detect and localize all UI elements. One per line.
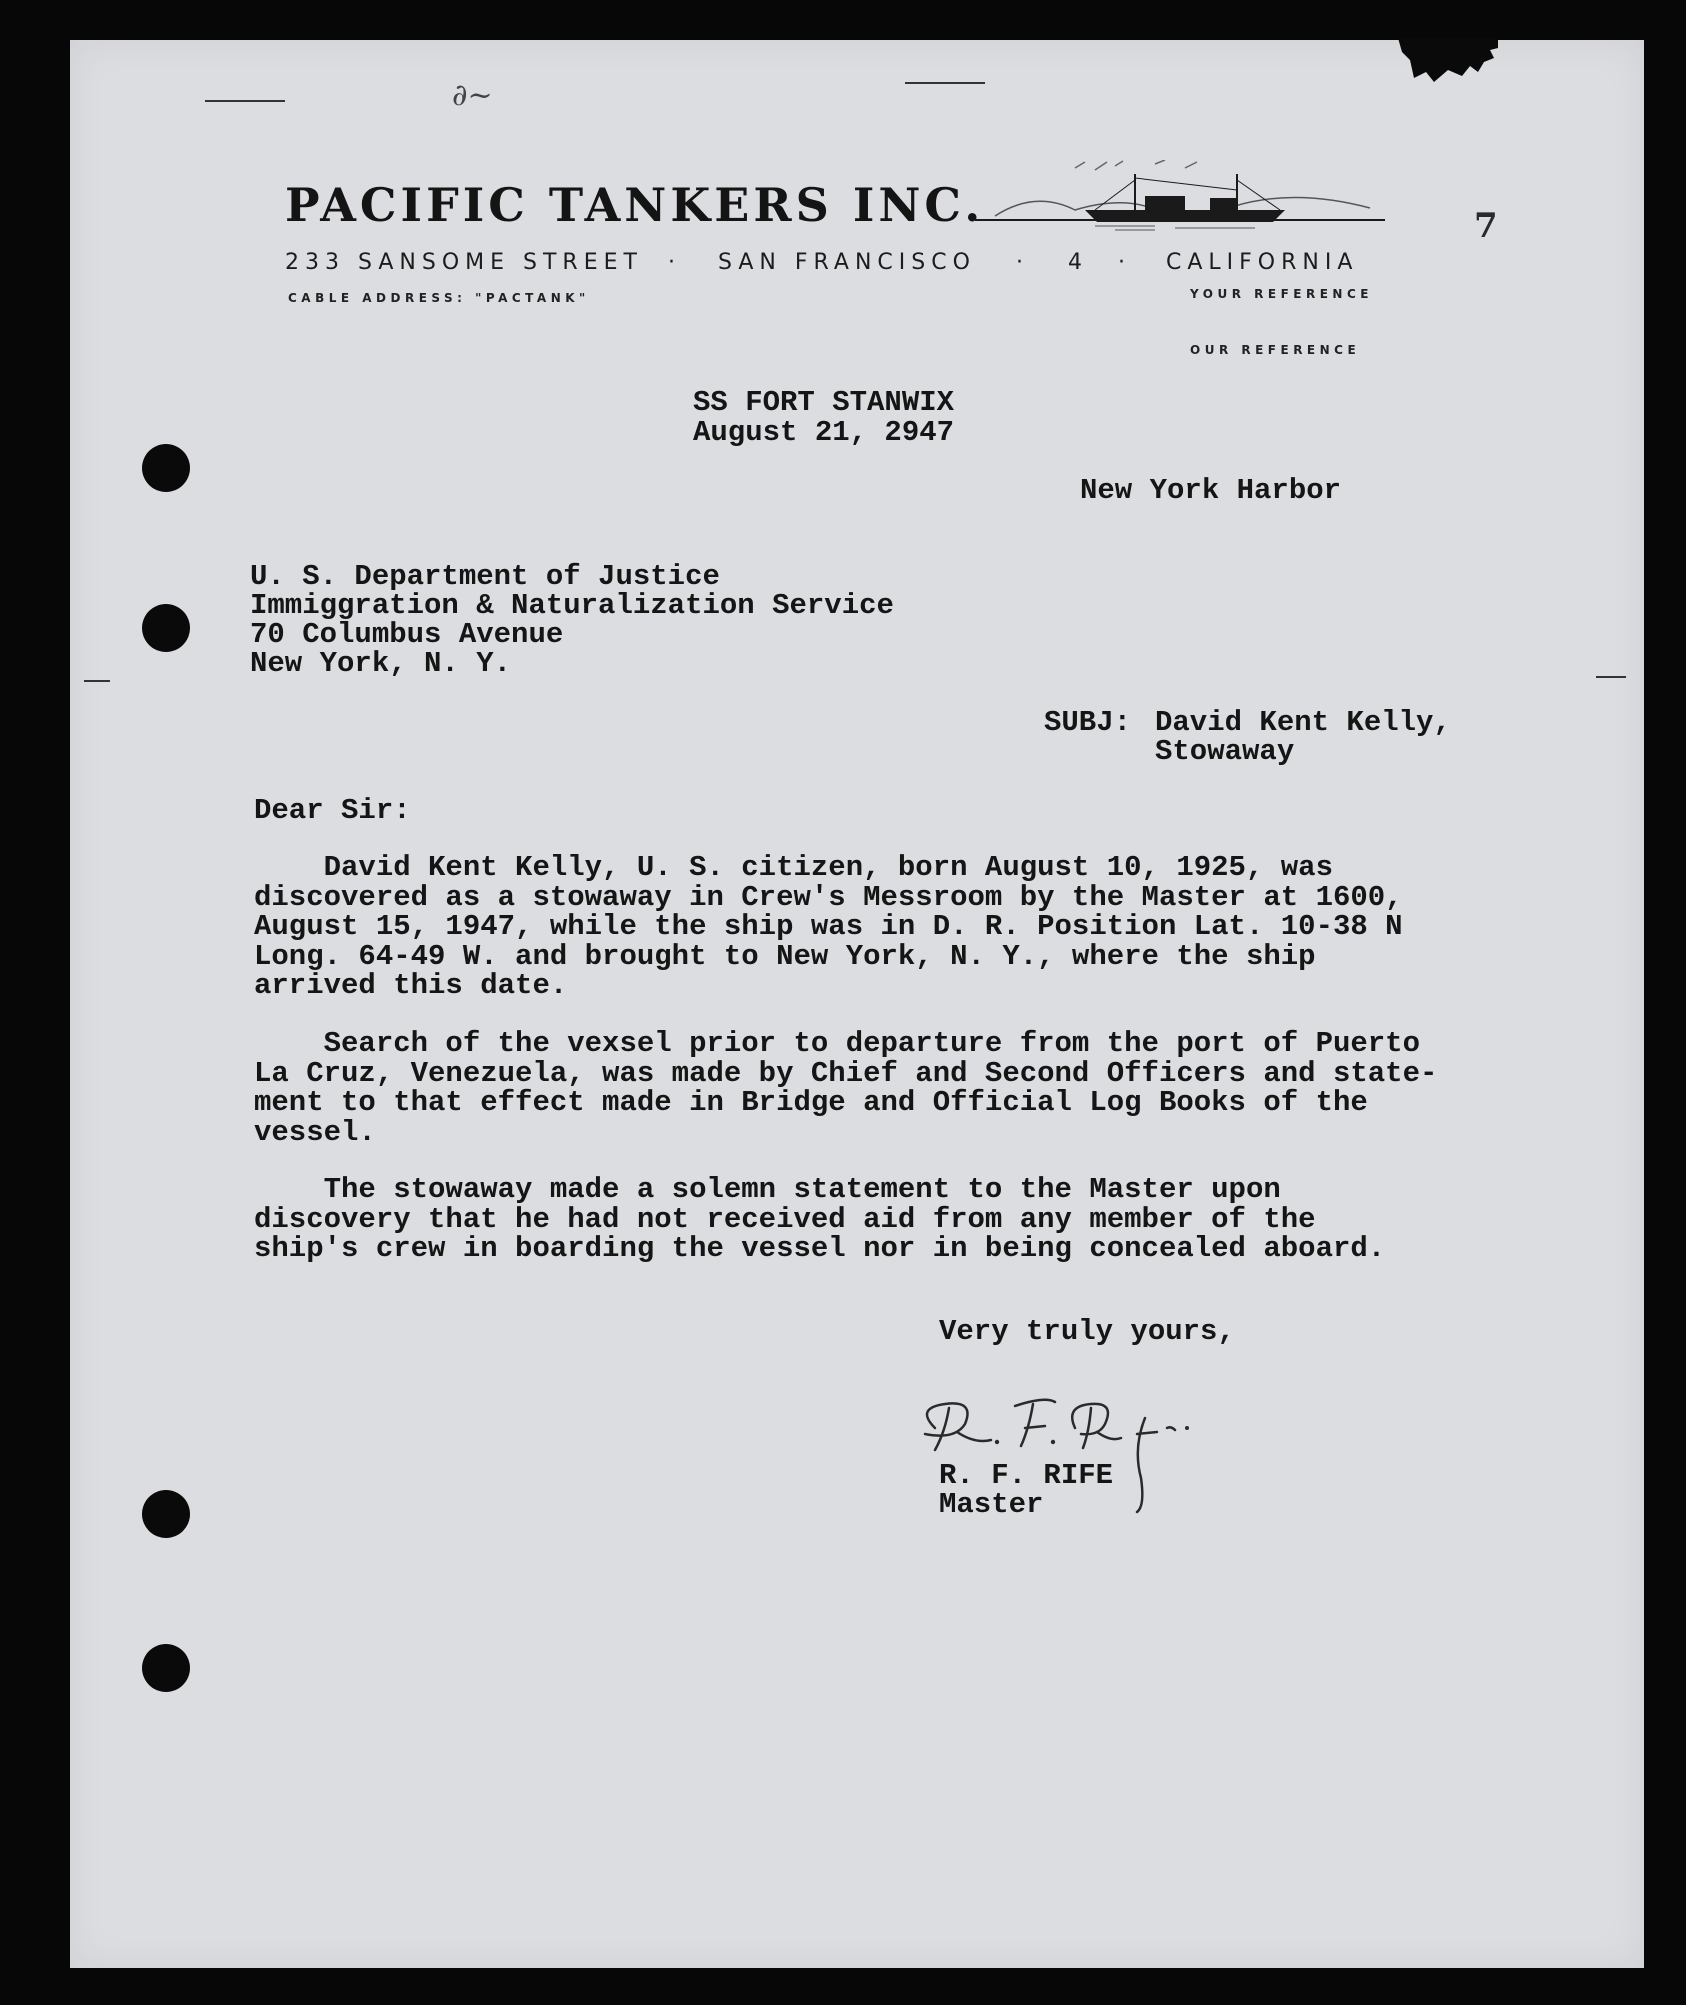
punch-hole (142, 1490, 190, 1538)
recipient-line: U. S. Department of Justice (250, 560, 720, 593)
closing: Very truly yours, (939, 1315, 1235, 1348)
signer-title: Master (939, 1488, 1044, 1521)
page-number: 7 (1474, 206, 1498, 246)
letter-date: August 21, 2947 (693, 416, 955, 449)
address-separator: · (668, 250, 681, 275)
ship-logo-icon (975, 160, 1395, 234)
address-separator: · (1118, 250, 1131, 275)
company-name: PACIFIC TANKERS INC. (285, 178, 985, 232)
scan-mark (205, 100, 285, 102)
cable-address: CABLE ADDRESS: "PACTANK" (288, 291, 590, 305)
punch-hole (142, 444, 190, 492)
body-paragraph: David Kent Kelly, U. S. citizen, born August 10, 1925, was discovered as a stowaway in Crew's Messroom by the Master at 1600, August 15, 1947, while the ship was in D. R. Position Lat. 10-38 N Long. 64-49 W. and brought to New York, N. Y., where the ship arrived this date. (254, 851, 1403, 1002)
subject-line: Stowaway (1155, 735, 1295, 768)
scribble-mark: ∂~ (452, 78, 493, 113)
letter-page (70, 40, 1644, 1968)
address-zone: 4 (1068, 250, 1088, 275)
recipient-line: 70 Columbus Avenue (250, 618, 564, 651)
your-reference-label: YOUR REFERENCE (1190, 287, 1373, 301)
address-city: SAN FRANCISCO (718, 250, 976, 275)
signer-name: R. F. RIFE (939, 1459, 1114, 1492)
recipient-line: New York, N. Y. (250, 647, 512, 680)
scan-mark (1596, 676, 1626, 678)
recipient-line: Immiggration & Naturalization Service (250, 589, 894, 622)
scan-mark (905, 82, 985, 84)
body-paragraph: The stowaway made a solemn statement to the Master upon discovery that he had not received aid from any member of the ship's crew in boarding the vessel nor in being concealed aboard. (254, 1173, 1386, 1265)
address-state: CALIFORNIA (1166, 250, 1359, 275)
our-reference-label: OUR REFERENCE (1190, 343, 1361, 357)
salutation: Dear Sir: (254, 794, 411, 827)
subject-line: David Kent Kelly, (1155, 706, 1451, 739)
subject-label: SUBJ: (1044, 706, 1132, 739)
body-paragraph: Search of the vexsel prior to departure from the port of Puerto La Cruz, Venezuela, was made by Chief and Second Officers and state- ment to that effect made in Bridge and Official Log Books of the vessel. (254, 1027, 1438, 1149)
punch-hole (142, 604, 190, 652)
ship-name: SS FORT STANWIX (693, 386, 955, 419)
punch-hole (142, 1644, 190, 1692)
torn-corner-mark (1398, 38, 1498, 108)
address-street: 233 SANSOME STREET (285, 250, 643, 275)
address-separator: · (1016, 250, 1029, 275)
scan-mark (84, 680, 110, 682)
letter-location: New York Harbor (1080, 474, 1342, 507)
